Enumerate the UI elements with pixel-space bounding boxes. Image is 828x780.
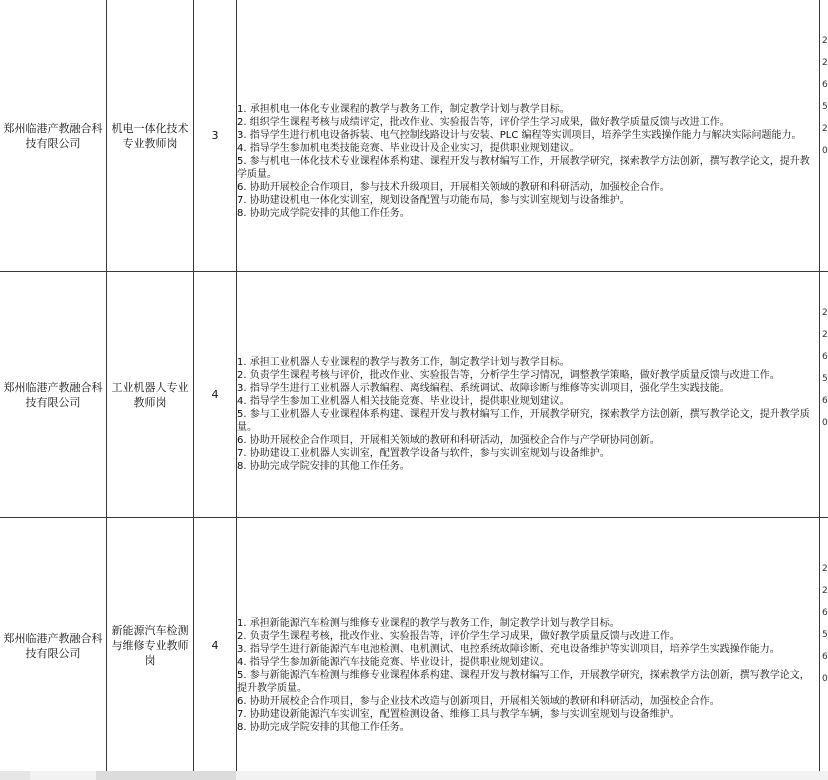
headcount-cell: 3 — [194, 0, 237, 272]
truncated-column-cell — [820, 272, 828, 518]
truncated-glyph: 2 — [822, 308, 828, 318]
duty-item: 6. 协助开展校企合作项目，参与技术升级项目，开展相关领域的教研和科研活动，加强校企合作。 — [237, 181, 670, 193]
duty-item: 4. 指导学生参加工业机器人相关技能竞赛、毕业设计，提供职业规划建议。 — [237, 396, 570, 407]
table-row — [0, 518, 828, 774]
headcount-cell: 4 — [194, 272, 237, 518]
duty-item: 6. 协助开展校企合作项目，参与企业技术改造与创新项目，开展相关领域的教研和科研活动，加强校企合作。 — [237, 696, 720, 707]
truncated-glyph: 6 — [822, 608, 828, 618]
duties-cell — [237, 518, 820, 774]
duties-list — [237, 356, 819, 473]
duty-item: 3. 指导学生进行机电设备拆装、电气控制线路设计与安装、PLC 编程等实训项目，培养学生实践操作能力与解决实际问题能力。 — [237, 129, 802, 141]
company-cell: 郑州临港产教融合科技有限公司 — [0, 272, 107, 518]
duty-item: 1. 承担新能源汽车检测与维修专业课程的教学与教务工作，制定教学计划与教学目标。 — [237, 618, 620, 629]
company-cell: 郑州临港产教融合科技有限公司 — [0, 518, 107, 774]
duty-item: 1. 承担工业机器人专业课程的教学与教务工作，制定教学计划与教学目标。 — [237, 357, 570, 368]
truncated-glyph: 5 — [822, 630, 828, 640]
duty-item: 3. 指导学生进行工业机器人示教编程、离线编程、系统调试、故障诊断与维修等实训项目，强化学生实践技能。 — [237, 383, 730, 394]
truncated-column-cell — [820, 0, 828, 272]
truncated-column-cell — [820, 518, 828, 774]
duty-item: 8. 协助完成学院安排的其他工作任务。 — [237, 207, 410, 219]
truncated-column-text — [822, 302, 828, 434]
duty-item: 6. 协助开展校企合作项目，开展相关领域的教研和科研活动，加强校企合作与产学研协同创新。 — [237, 435, 660, 446]
duty-item: 7. 协助建设工业机器人实训室，配置教学设备与软件，参与实训室规划与设备维护。 — [237, 448, 610, 459]
truncated-glyph: 6 — [822, 652, 828, 662]
truncated-column-text — [822, 558, 828, 690]
duty-item: 4. 指导学生参加机电类技能竞赛、毕业设计及企业实习，提供职业规划建议。 — [237, 142, 580, 154]
position-cell: 工业机器人专业教师岗 — [107, 272, 194, 518]
truncated-glyph: 6 — [822, 80, 828, 90]
duties-cell — [237, 0, 820, 272]
duty-item: 4. 指导学生参加新能源汽车技能竞赛、毕业设计，提供职业规划建议。 — [237, 657, 550, 668]
truncated-glyph: 5 — [822, 102, 828, 112]
truncated-glyph: 5 — [822, 374, 828, 384]
truncated-glyph: 6 — [822, 396, 828, 406]
duty-item: 8. 协助完成学院安排的其他工作任务。 — [237, 461, 410, 472]
duty-item: 5. 参与机电一体化技术专业课程体系构建、课程开发与教材编写工作，开展教学研究，探索教学方法创新，撰写教学论文，提升教学质量。 — [237, 155, 810, 180]
duties-list — [237, 617, 819, 734]
company-cell: 郑州临港产教融合科技有限公司 — [0, 0, 107, 272]
duty-item: 8. 协助完成学院安排的其他工作任务。 — [237, 722, 410, 733]
truncated-glyph: 2 — [822, 564, 828, 574]
truncated-glyph: 2 — [822, 586, 828, 596]
position-cell: 新能源汽车检测与维修专业教师岗 — [107, 518, 194, 774]
duty-item: 2. 负责学生课程考核与评价，批改作业、实验报告等，分析学生学习情况，调整教学策略，做好教学质量反馈与改进工作。 — [237, 370, 780, 381]
position-cell: 机电一体化技术专业教师岗 — [107, 0, 194, 272]
next-row-cell — [0, 771, 30, 780]
truncated-glyph: 0 — [822, 418, 828, 428]
truncated-glyph: 2 — [822, 58, 828, 68]
duty-item: 3. 指导学生进行新能源汽车电池检测、电机测试、电控系统故障诊断、充电设备维护等实训项目，培养学生实践操作能力。 — [237, 644, 780, 655]
truncated-glyph: 2 — [822, 124, 828, 134]
truncated-glyph: 2 — [822, 36, 828, 46]
truncated-glyph: 0 — [822, 146, 828, 156]
headcount-cell: 4 — [194, 518, 237, 774]
truncated-glyph: 6 — [822, 352, 828, 362]
next-row-cell — [96, 771, 236, 780]
truncated-glyph: 2 — [822, 330, 828, 340]
table-row — [0, 272, 828, 518]
table-row — [0, 0, 828, 272]
next-row-edge — [0, 771, 828, 780]
duties-cell — [237, 272, 820, 518]
duty-item: 5. 参与工业机器人专业课程体系构建、课程开发与教材编写工作，开展教学研究，探索教学方法创新，撰写教学论文，提升教学质量。 — [237, 409, 810, 433]
duty-item: 1. 承担机电一体化专业课程的教学与教务工作，制定教学计划与教学目标。 — [237, 103, 570, 115]
duty-item: 7. 协助建设机电一体化实训室，规划设备配置与功能布局，参与实训室规划与设备维护。 — [237, 194, 630, 206]
truncated-column-text — [822, 30, 828, 162]
duty-item: 2. 负责学生课程考核，批改作业、实验报告等，评价学生学习成果，做好教学质量反馈与改进工作。 — [237, 631, 680, 642]
duty-item: 5. 参与新能源汽车检测与维修专业课程体系构建、课程开发与教材编写工作，开展教学研究，探索教学方法创新，撰写教学论文，提升教学质量。 — [237, 670, 810, 694]
truncated-glyph: 0 — [822, 674, 828, 684]
duty-item: 2. 组织学生课程考核与成绩评定，批改作业、实验报告等，评价学生学习成果，做好教学质量反馈与改进工作。 — [237, 116, 730, 128]
duty-item: 7. 协助建设新能源汽车实训室，配置检测设备、维修工具与教学车辆，参与实训室规划与设备维护。 — [237, 709, 680, 720]
duties-list — [237, 103, 819, 220]
